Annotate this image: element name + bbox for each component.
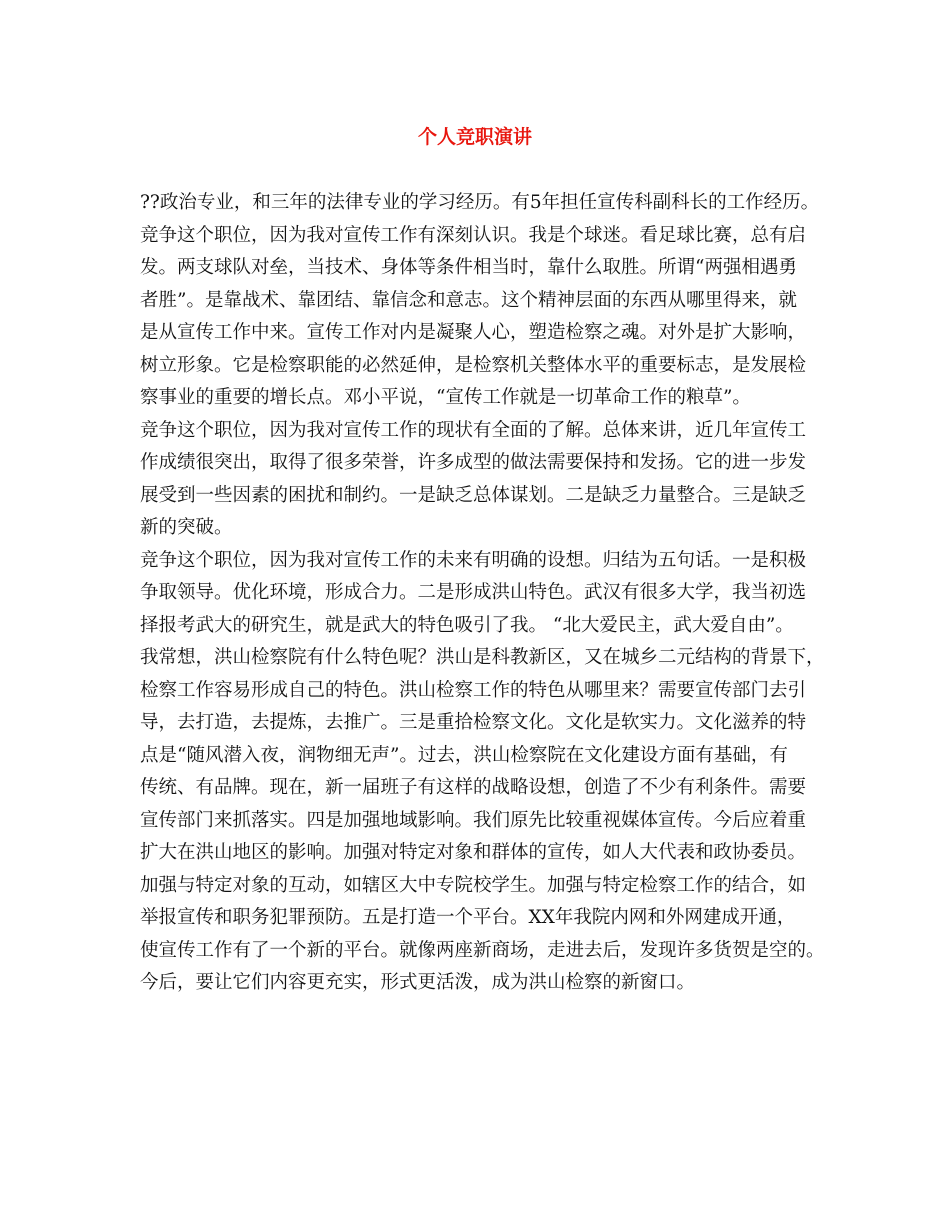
body-text-line: 争取领导。优化环境，形成合力。二是形成洪山特色。武汉有很多大学，我当初选 — [140, 582, 807, 603]
body-text-line: 竞争这个职位，因为我对宣传工作的未来有明确的设想。归结为五句话。一是积极 — [140, 549, 807, 571]
body-text-line: 导，去打造，去提炼，去推广。三是重拾检察文化。文化是软实力。文化滋养的特 — [140, 712, 807, 733]
body-text-line: 者胜”。是靠战术、靠团结、靠信念和意志。这个精神层面的东西从哪里得来，就 — [140, 289, 797, 311]
body-text-line: 今后，要让它们内容更充实，形式更活泼，成为洪山检察的新窗口。 — [140, 972, 696, 993]
body-text-line: 加强与特定对象的互动，如辖区大中专院校学生。加强与特定检察工作的结合，如 — [140, 874, 807, 896]
body-text-line: 举报宣传和职务犯罪预防。五是打造一个平台。XX年我院内网和外网建成开通， — [140, 907, 796, 928]
body-text-line: ??政治专业，和三年的法律专业的学习经历。有5年担任宣传科副科长的工作经历。 — [140, 192, 820, 213]
document-title: 个人竞职演讲 — [417, 126, 532, 148]
body-text-line: 竞争这个职位，因为我对宣传工作的现状有全面的了解。总体来讲，近几年宣传工 — [140, 419, 807, 441]
body-text-line: 发。两支球队对垒，当技术、身体等条件相当时，靠什么取胜。所谓“两强相遇勇 — [140, 257, 797, 278]
document-body — [140, 187, 830, 1000]
body-text-line: 展受到一些因素的困扰和制约。一是缺乏总体谋划。二是缺乏力量整合。三是缺乏 — [140, 484, 807, 506]
body-text-line: 作成绩很突出，取得了很多荣誉，许多成型的做法需要保持和发扬。它的进一步发 — [140, 452, 807, 473]
body-text-line: 竞争这个职位，因为我对宣传工作有深刻认识。我是个球迷。看足球比赛，总有启 — [140, 224, 807, 246]
body-text-line: 使宣传工作有了一个新的平台。就像两座新商场，走进去后，发现许多货贺是空的。 — [140, 939, 825, 961]
body-text-line: 树立形象。它是检察职能的必然延伸，是检察机关整体水平的重要标志，是发展检 — [140, 354, 807, 376]
body-text-line: 我常想，洪山检察院有什么特色呢？洪山是科教新区，又在城乡二元结构的背景下， — [140, 647, 825, 668]
body-text-line: 择报考武大的研究生，就是武大的特色吸引了我。 “北大爱民主，武大爱自由”。 — [140, 614, 794, 636]
body-text-line: 检察工作容易形成自己的特色。洪山检察工作的特色从哪里来？需要宣传部门去引 — [140, 679, 807, 701]
body-text-line: 察事业的重要的增长点。邓小平说，“宣传工作就是一切革命工作的粮草”。 — [140, 387, 751, 408]
body-text-line: 扩大在洪山地区的影响。加强对特定对象和群体的宣传，如人大代表和政协委员。 — [140, 842, 807, 863]
body-text-line: 新的突破。 — [140, 517, 233, 538]
body-text-line: 是从宣传工作中来。宣传工作对内是凝聚人心，塑造检察之魂。对外是扩大影响， — [140, 322, 807, 343]
body-text-line: 传统、有品牌。现在，新一届班子有这样的战略设想，创造了不少有利条件。需要 — [140, 777, 807, 798]
body-text-line: 宣传部门来抓落实。四是加强地域影响。我们原先比较重视媒体宣传。今后应着重 — [140, 809, 807, 831]
body-text-line: 点是“随风潜入夜，润物细无声”。过去，洪山检察院在文化建设方面有基础，有 — [140, 744, 788, 766]
